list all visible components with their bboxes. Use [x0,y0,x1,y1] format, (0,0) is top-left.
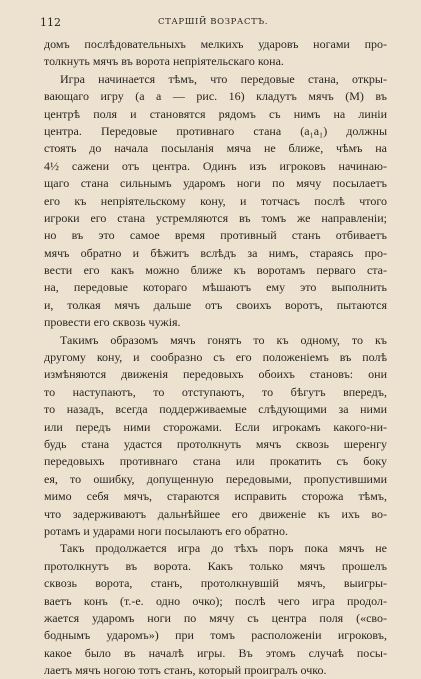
text-line: жается ударомъ ноги по мячу съ центра поля («сво- [44,610,387,625]
text-line: Такимъ образомъ мячъ гонятъ то къ одному, то къ [60,332,387,347]
text-line: центрѣ поля и становятся рядомъ съ нимъ на линіи [44,106,387,121]
text-line: но въ это самое время противный станъ отбиваетъ [44,228,387,243]
text-line: вести его какъ можно ближе къ воротамъ перваго ста- [44,263,387,278]
text-line: провести его сквозь чужія. [44,315,181,330]
text-line: ротамъ и ударами ноги посылаютъ его обратно. [44,523,288,538]
text-line: и, толкая мячъ дальше отъ своихъ воротъ, пытаются [44,297,387,312]
text-line: ваетъ конъ (т.-е. одно очко); послѣ чего игра продол- [44,593,387,608]
text-line: толкнуть мячъ въ ворота непріятельскаго кона. [44,54,284,69]
page-number: 112 [40,16,61,29]
text-line: будь стана удастся протолкнуть мячъ сквозь шеренгу [44,436,387,451]
text-line: ея, то ошибку, допущенную передовыми, пропустившими [44,471,387,486]
text-line: или передъ ними сторожами. Если игрокамъ какого-ни- [44,419,387,434]
text-line: лаетъ мячъ ногою тотъ станъ, который проигралъ очко. [44,663,327,678]
text-line: измѣняются движенія передовыхъ обоихъ становъ: они [44,367,387,382]
text-line: что задерживаютъ дальнѣйшее его движеніе къ ихъ во- [44,506,387,521]
text-line: на, передовые котораго мѣшаютъ ему это выполнить [44,280,387,295]
text-line: стоять до начала посыланія мяча не ближе, чѣмъ на [44,141,387,156]
body-text [44,36,387,679]
page-header [40,16,386,30]
text-line: сквозь ворота, станъ, протолкнувшій мячъ, выигры- [44,576,387,591]
text-line: то назадъ, всегда поддерживаемые слѣдующими за ними [44,402,387,417]
text-line: мимо себя мячъ, стараются исправить сторожа тѣмъ, [44,489,387,504]
text-line: протолкнутъ въ ворота. Какъ только мячъ прошелъ [44,558,387,573]
text-line: то наступаютъ, то отступаютъ, то бѣгутъ впередъ, [44,384,387,399]
text-line: центра. Передовые противнаго стана (a₁a₁) должны [44,123,387,138]
text-line: какое было въ началѣ игры. Въ этомъ случаѣ посы- [44,645,387,660]
text-line: его къ непріятельскому кону, и тотчасъ послѣ чтого [44,193,387,208]
text-line: щаго стана сильнымъ ударомъ ноги по мячу посылаетъ [44,176,387,191]
running-head: СТАРШІЙ ВОЗРАСТЪ. [158,17,268,27]
text-line: домъ послѣдовательныхъ мелкихъ ударовъ ногами про- [44,37,387,51]
text-line: игроки его стана устремляются въ томъ же направленіи; [44,210,387,225]
text-line: другому кону, и сообразно съ его положеніемъ въ полѣ [44,350,387,365]
text-line: Игра начинается тѣмъ, что передовые стана, откры- [60,71,387,86]
text-line: 4½ сажени отъ центра. Одинъ изъ игроковъ начинаю- [44,158,387,173]
text-line: вающаго игру (а а — рис. 16) кладутъ мячъ (M) въ [44,89,387,104]
text-line: боднымъ ударомъ») при томъ расположеніи игроковъ, [44,628,387,643]
text-line: мячъ обратно и бѣжитъ вслѣдъ за нимъ, стараясь про- [44,245,387,260]
text-line: Такъ продолжается игра до тѣхъ поръ пока мячъ не [60,541,387,556]
text-line: передовыхъ противнаго стана или прокатить съ боку [44,454,387,469]
